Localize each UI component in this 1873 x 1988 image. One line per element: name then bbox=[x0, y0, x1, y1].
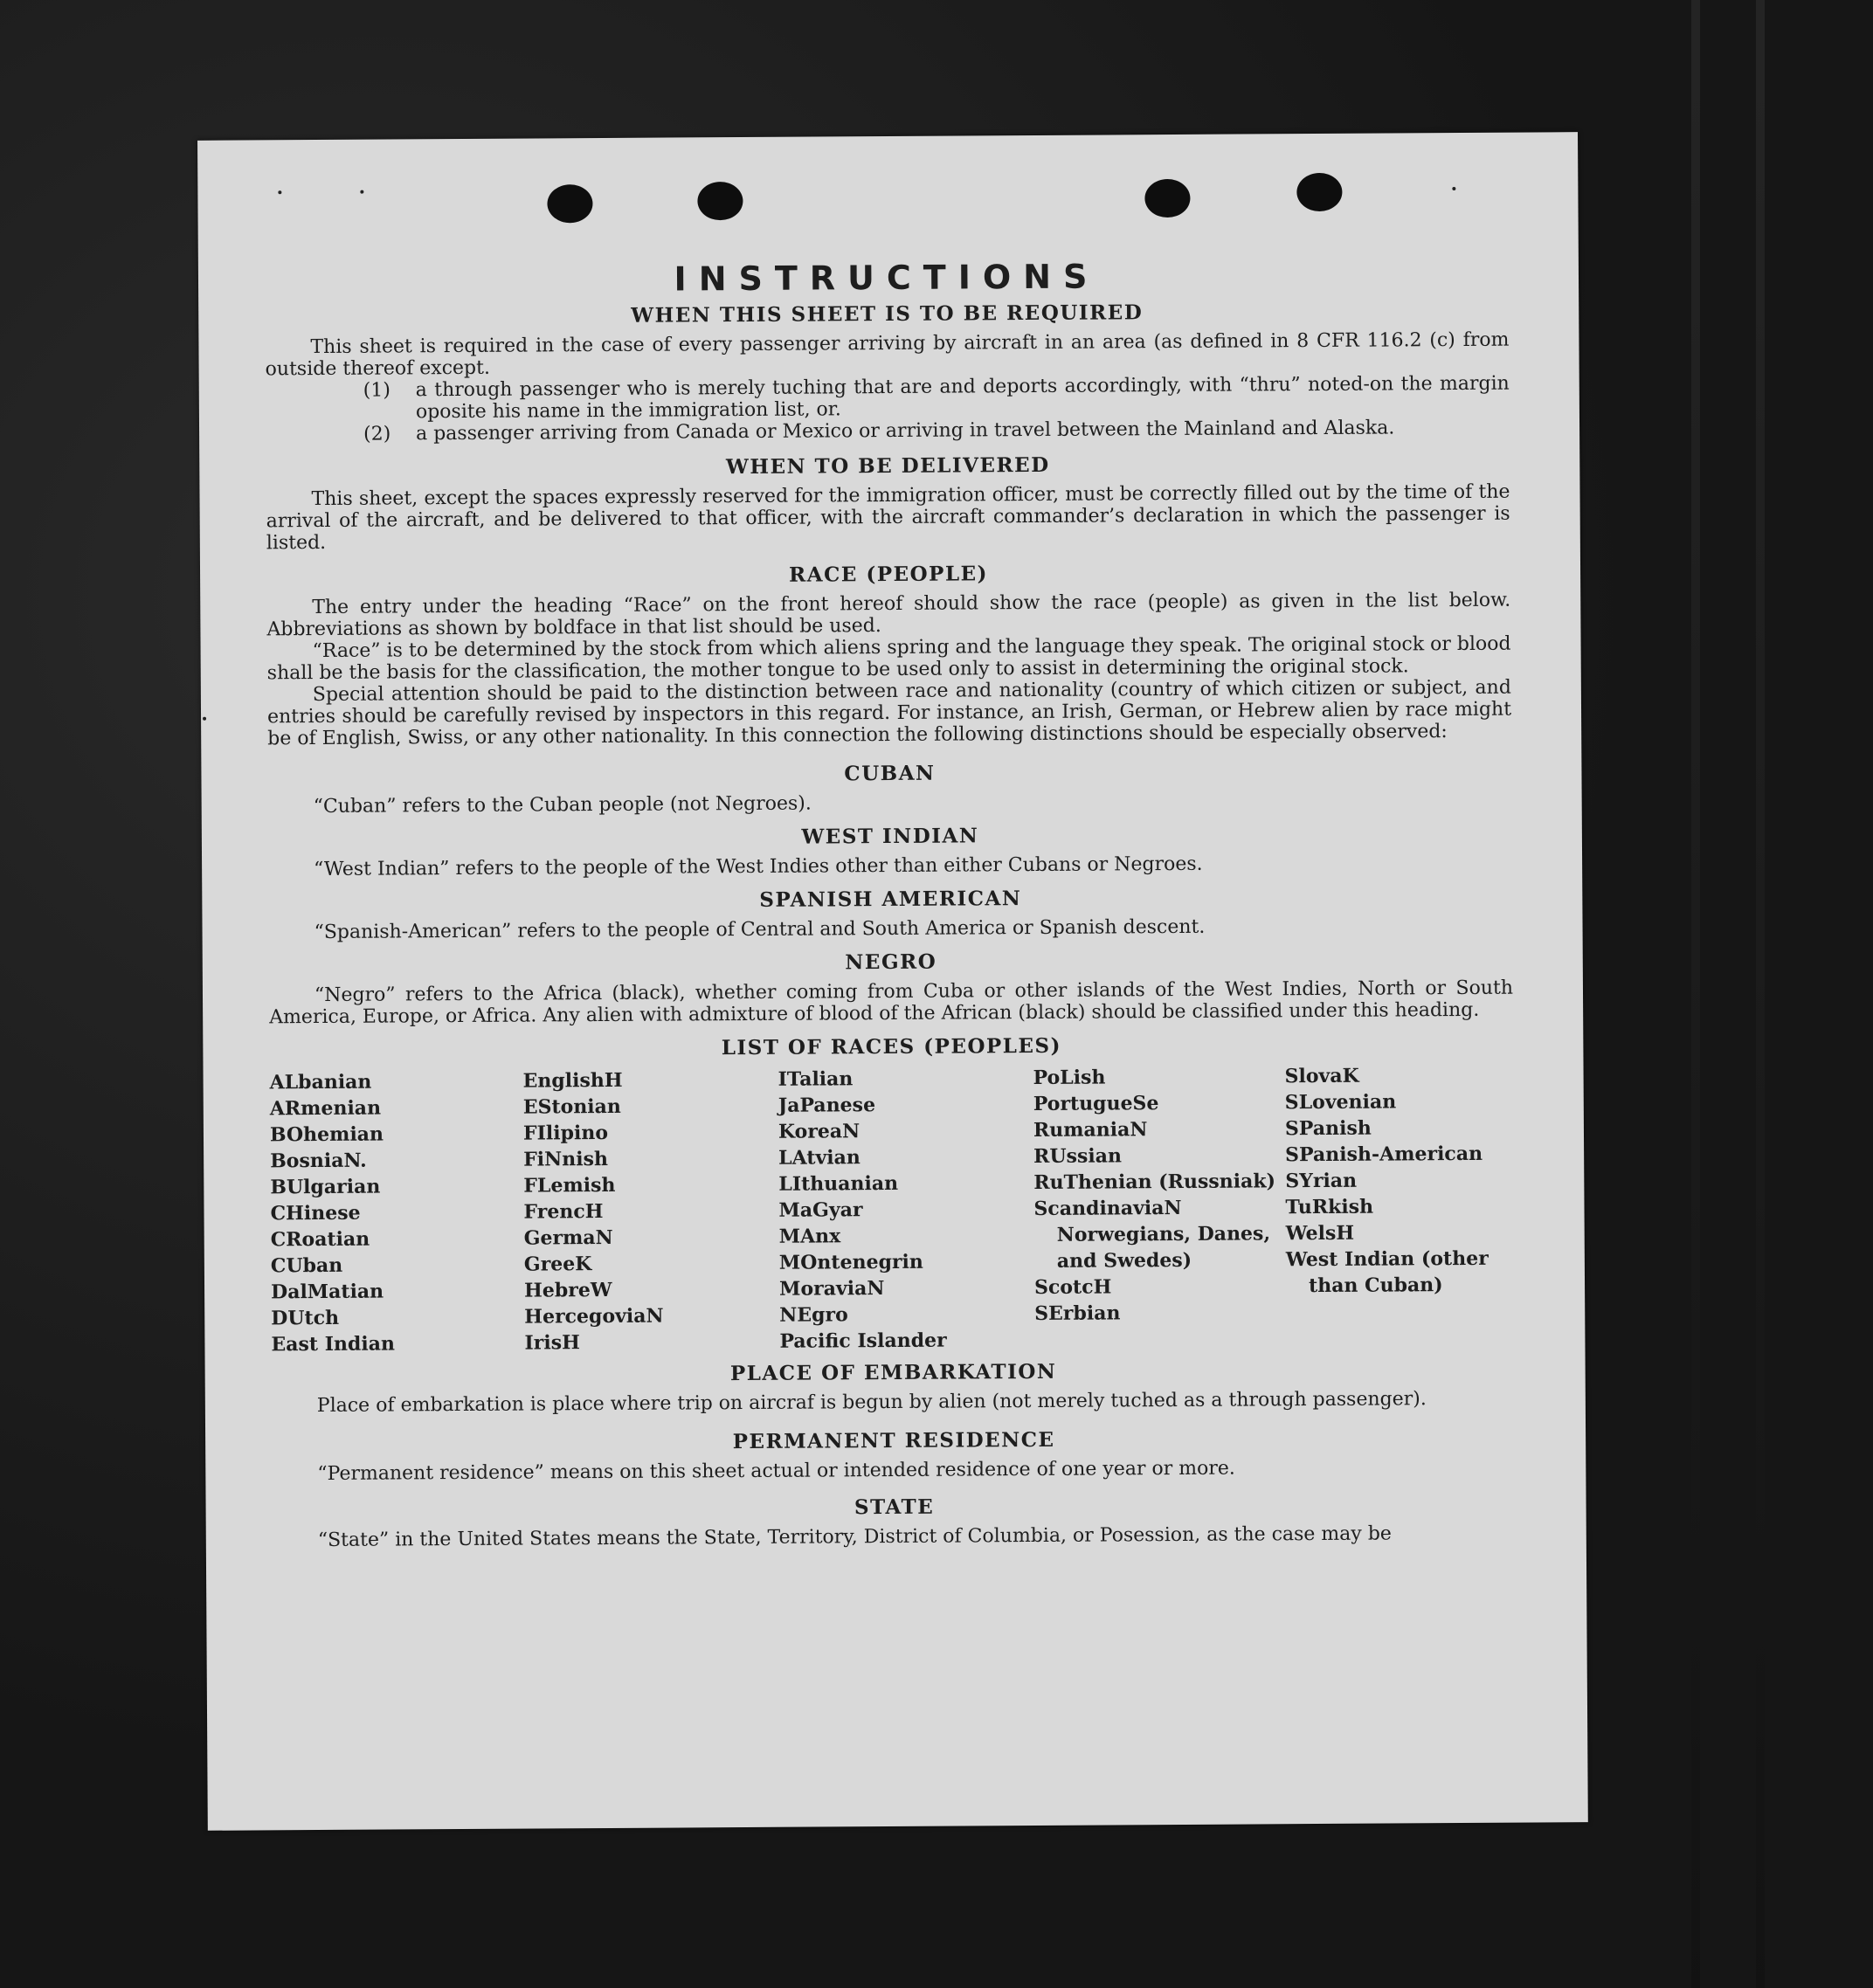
race-entry: MaGyar bbox=[778, 1198, 863, 1222]
race-entry: JaPanese bbox=[778, 1094, 876, 1117]
races-column-2 bbox=[523, 1066, 780, 1356]
item-number: (1) bbox=[363, 379, 391, 402]
race-entry: BOhemian bbox=[269, 1122, 384, 1147]
race-entry: KoreaN bbox=[778, 1120, 860, 1143]
race-entry: ITalian bbox=[778, 1067, 854, 1091]
state-text: “State” in the United States means the State, Territory, District of Columbia, or Posession, as the case may be bbox=[317, 1522, 1392, 1552]
instructions-content bbox=[265, 255, 1517, 1552]
residence-text: “Permanent residence” means on this sheet actual or intended residence of one year or more. bbox=[317, 1457, 1235, 1486]
dust-speck bbox=[203, 717, 206, 721]
punch-hole bbox=[547, 184, 592, 223]
heading-delivered: WHEN TO BE DELIVERED bbox=[725, 452, 1050, 480]
race-entry: DalMatian bbox=[270, 1280, 384, 1304]
race-entry: HebreW bbox=[523, 1278, 612, 1302]
race-entry: RumaniaN bbox=[1033, 1118, 1148, 1142]
race-entry: ScandinaviaN Norwegians, Danes, and Swedes) bbox=[1033, 1196, 1271, 1273]
embarkation-text: Place of embarkation is place where trip on aircraf is begun by alien (not merely tuched as a through passenger). bbox=[316, 1388, 1427, 1418]
race-entry: WelsH bbox=[1285, 1221, 1355, 1246]
race-entry: CRoatian bbox=[270, 1227, 370, 1252]
delivered-text: This sheet, except the spaces expressly reserved for the immigration officer, must be correctly filled out by the time of the arrival of the aircraft, and be delivered to that officer, with the aircraft commander’s declaration in which the passenger is listed. bbox=[266, 480, 1510, 555]
page-title: INSTRUCTIONS bbox=[674, 257, 1100, 299]
race-entry: RuThenian (Russniak) bbox=[1033, 1170, 1276, 1194]
race-entry: SlovaK bbox=[1284, 1064, 1359, 1088]
race-paragraph-3: Special attention should be paid to the distinction between race and nationality (country of which citizen or subject, and entries should be carefully revised by inspectors in this regard. For instance, an Irish, German, or Hebrew alien by race might be of English, Swiss, or any other nationality. In this connection the following distinctions should be especially observed: bbox=[266, 676, 1512, 750]
races-column-3 bbox=[778, 1065, 1035, 1355]
heading-spanish-american: SPANISH AMERICAN bbox=[759, 887, 1022, 912]
race-entry: BosniaN. bbox=[270, 1149, 367, 1173]
west-indian-text: “West Indian” refers to the people of the West Indies other than either Cubans or Negroes. bbox=[314, 852, 1203, 881]
film-streak bbox=[1756, 0, 1765, 1988]
cuban-text: “Cuban” refers to the Cuban people (not Negroes). bbox=[313, 792, 812, 818]
dust-speck bbox=[278, 190, 281, 194]
races-column-1 bbox=[270, 1068, 525, 1358]
race-entry: SPanish-American bbox=[1285, 1142, 1483, 1167]
race-entry: MOntenegrin bbox=[778, 1250, 923, 1274]
race-entry: NEgro bbox=[779, 1303, 848, 1327]
races-column-4 bbox=[1033, 1063, 1286, 1353]
race-entry: FLemish bbox=[523, 1173, 616, 1198]
race-entry: Pacific Islander bbox=[779, 1329, 947, 1353]
race-entry: LAtvian bbox=[778, 1146, 860, 1170]
required-intro: This sheet is required in the case of every passenger arriving by aircraft in an area (as defined in 8 CFR 116.2 (c) from outside thereof except. bbox=[265, 328, 1510, 381]
race-entry: FiNnish bbox=[523, 1147, 609, 1171]
dust-speck bbox=[1452, 187, 1455, 190]
heading-race: RACE (PEOPLE) bbox=[789, 562, 989, 587]
punch-hole bbox=[1144, 179, 1190, 217]
race-entry: HercegoviaN bbox=[524, 1304, 664, 1329]
race-entry: RUssian bbox=[1033, 1144, 1123, 1169]
race-entry: ScotcH bbox=[1033, 1275, 1112, 1299]
race-entry: CUban bbox=[270, 1253, 343, 1278]
race-entry: FIlipino bbox=[522, 1121, 609, 1145]
race-entry: BUlgarian bbox=[270, 1175, 381, 1199]
negro-text: “Negro” refers to the Africa (black), whether coming from Cuba or other islands of the West Indies, North or South America, Europe, or Africa. Any alien with admixture of blood of the African (black) should be classified under this heading. bbox=[269, 977, 1514, 1029]
race-entry: SErbian bbox=[1034, 1301, 1121, 1325]
race-paragraph-1: The entry under the heading “Race” on the front hereof should show the race (people) as given in the list below. Abbreviations as shown by boldface in that list should be used. bbox=[266, 589, 1511, 641]
item-text: a passenger arriving from Canada or Mexico or arriving in travel between the Mainland and Alaska. bbox=[415, 417, 1395, 445]
race-entry: PoLish bbox=[1033, 1066, 1106, 1090]
race-entry: GermaN bbox=[523, 1225, 613, 1250]
dust-speck bbox=[360, 190, 363, 194]
heading-residence: PERMANENT RESIDENCE bbox=[732, 1427, 1055, 1454]
punch-hole bbox=[1296, 173, 1342, 211]
race-entry: CHinese bbox=[270, 1201, 361, 1225]
heading-races-list: LIST OF RACES (PEOPLES) bbox=[721, 1033, 1062, 1060]
race-entry: ALbanian bbox=[269, 1070, 372, 1094]
item-number: (2) bbox=[363, 423, 391, 445]
required-item-1 bbox=[266, 373, 1510, 425]
race-entry: TuRkish bbox=[1285, 1195, 1374, 1219]
heading-required: WHEN THIS SHEET IS TO BE REQUIRED bbox=[631, 300, 1144, 328]
race-entry: MAnx bbox=[778, 1225, 841, 1248]
spanish-american-text: “Spanish-American” refers to the people of Central and South America or Spanish descent. bbox=[314, 915, 1206, 944]
race-entry: SLovenian bbox=[1284, 1090, 1397, 1115]
race-entry: EStonian bbox=[522, 1094, 621, 1119]
race-entry: MoraviaN bbox=[778, 1277, 885, 1301]
race-entry: IrisH bbox=[524, 1331, 580, 1355]
race-entry: SYrian bbox=[1285, 1169, 1358, 1193]
race-entry: DUtch bbox=[271, 1306, 340, 1330]
race-entry: SPanish bbox=[1284, 1116, 1372, 1141]
heading-cuban: CUBAN bbox=[844, 761, 936, 786]
heading-west-indian: WEST INDIAN bbox=[801, 824, 979, 849]
race-entry: PortugueSe bbox=[1033, 1092, 1159, 1116]
heading-embarkation: PLACE OF EMBARKATION bbox=[729, 1359, 1057, 1386]
race-entry: LIthuanian bbox=[778, 1171, 899, 1196]
punch-hole bbox=[697, 182, 743, 220]
heading-negro: NEGRO bbox=[845, 949, 937, 975]
race-entry: GreeK bbox=[523, 1253, 592, 1276]
race-entry: EnglishH bbox=[522, 1068, 623, 1093]
film-streak bbox=[1691, 0, 1700, 1988]
race-entry: ARmenian bbox=[269, 1096, 382, 1121]
document-sheet bbox=[197, 132, 1588, 1831]
races-list bbox=[270, 1062, 1516, 1358]
race-entry: FrencH bbox=[523, 1200, 604, 1224]
race-paragraph-2: “Race” is to be determined by the stock from which aliens spring and the language they speak. The original stock or blood shall be the basis for the classification, the mother tongue to be used only to assist in determining the original stock. bbox=[266, 632, 1511, 685]
heading-state: STATE bbox=[854, 1494, 935, 1520]
race-entry: East Indian bbox=[271, 1332, 396, 1356]
item-text: a through passenger who is merely tuching that are and deports accordingly, with “thru” noted-on the margin oposite his name in the immigration list, or. bbox=[415, 372, 1510, 424]
races-column-5 bbox=[1284, 1062, 1515, 1352]
race-entry: West Indian (other than Cuban) bbox=[1285, 1246, 1489, 1298]
